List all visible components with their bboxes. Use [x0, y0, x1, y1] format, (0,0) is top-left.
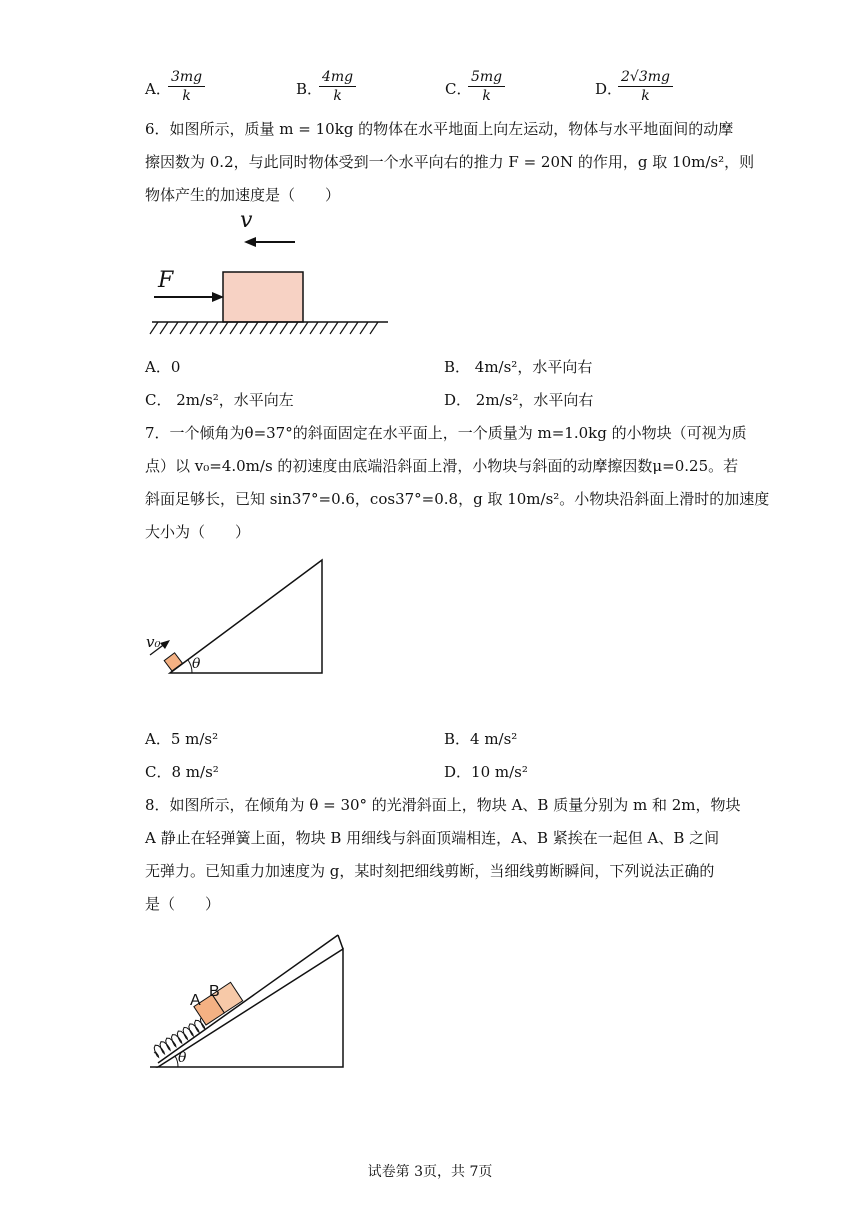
incline-top-edge	[338, 935, 343, 949]
q6-option-c: C． 2m/s²，水平向左	[145, 391, 294, 409]
force-arrow-head	[212, 292, 224, 302]
small-block	[164, 653, 182, 671]
q6-line: 擦因数为 0.2，与此同时物体受到一个水平向右的推力 F = 20N 的作用，g 取 10m/s²，则	[145, 153, 755, 171]
q5-option-a-fraction	[168, 68, 205, 105]
hatch-mark	[300, 322, 308, 334]
q5-option-b-fraction	[319, 68, 356, 105]
v0-label: v₀	[146, 633, 161, 651]
hatch-mark	[270, 322, 278, 334]
q8-line: 无弹力。已知重力加速度为 g，某时刻把细线剪断，当细线剪断瞬间，下列说法正确的	[145, 862, 715, 880]
q6-figure	[140, 210, 400, 340]
block	[223, 272, 303, 322]
q7-stem	[145, 417, 770, 549]
hatch-mark	[260, 322, 268, 334]
q5-option-b-denominator: k	[333, 88, 342, 104]
hatch-mark	[320, 322, 328, 334]
q8-angle-label: θ	[178, 1050, 187, 1066]
q8-stem	[145, 789, 741, 921]
q7-figure	[140, 555, 340, 685]
q7-line: 点）以 v₀=4.0m/s 的初速度由底端沿斜面上滑，小物块与斜面的动摩擦因数μ=0.25。若	[145, 457, 739, 475]
q7-angle-label: θ	[192, 656, 201, 672]
q5-option-a-denominator: k	[182, 88, 191, 104]
q6-line: 物体产生的加速度是（ ）	[145, 186, 341, 204]
force-label: F	[158, 268, 174, 293]
hatch-mark	[350, 322, 358, 334]
q5-option-b-label: B．	[296, 80, 323, 98]
hatch-mark	[310, 322, 318, 334]
q7-line: 大小为（ ）	[145, 523, 251, 541]
hatch-mark	[160, 322, 168, 334]
v0-arrow-head	[160, 640, 170, 649]
q7-option-b: B．4 m/s²	[444, 730, 518, 748]
q5-option-c-label: C．	[445, 80, 472, 98]
block-b-label: B	[209, 983, 220, 1000]
hatch-mark	[170, 322, 178, 334]
hatch-mark	[180, 322, 188, 334]
hatch-mark	[220, 322, 228, 334]
hatch-mark	[240, 322, 248, 334]
hatch-mark	[370, 322, 378, 334]
q6-option-b: B． 4m/s²，水平向右	[444, 358, 593, 376]
hatch-mark	[290, 322, 298, 334]
hatch-mark	[150, 322, 158, 334]
block-a-label: A	[190, 992, 201, 1009]
q6-option-a: A．0	[145, 358, 181, 376]
q7-option-d: D．10 m/s²	[444, 763, 528, 781]
q8-line: 是（ ）	[145, 895, 221, 913]
incline-surface	[158, 935, 338, 1063]
q5-option-d-label: D．	[595, 80, 623, 98]
q5-option-c-denominator: k	[482, 88, 491, 104]
q6-option-d: D． 2m/s²，水平向右	[444, 391, 594, 409]
velocity-label: v	[240, 208, 253, 233]
q5-option-a-numerator: 3mg	[168, 68, 205, 87]
hatch-mark	[230, 322, 238, 334]
q7-line: 7．一个倾角为θ=37°的斜面固定在水平面上，一个质量为 m=1.0kg 的小物块（可视为质	[145, 424, 747, 442]
q7-option-a: A．5 m/s²	[145, 730, 219, 748]
velocity-arrow-head	[244, 237, 256, 247]
hatch-mark	[190, 322, 198, 334]
ground-hatching	[150, 322, 378, 334]
q6-stem	[145, 113, 755, 212]
hatch-mark	[200, 322, 208, 334]
hatch-mark	[330, 322, 338, 334]
q5-option-b-numerator: 4mg	[319, 68, 356, 87]
q5-option-c-fraction	[468, 68, 505, 105]
q5-option-a-label: A．	[145, 80, 171, 98]
q6-line: 6．如图所示，质量 m = 10kg 的物体在水平地面上向左运动，物体与水平地面间的动摩	[145, 120, 734, 138]
q5-option-d-numerator: 2√3mg	[618, 68, 673, 87]
hatch-mark	[250, 322, 258, 334]
hatch-mark	[360, 322, 368, 334]
q8-line: 8．如图所示，在倾角为 θ = 30° 的光滑斜面上，物块 A、B 质量分别为 m 和 2m，物块	[145, 796, 741, 814]
q5-option-c-numerator: 5mg	[468, 68, 505, 87]
page-footer: 试卷第 3页，共 7页	[367, 1164, 493, 1180]
q7-line: 斜面足够长，已知 sin37°=0.6，cos37°=0.8，g 取 10m/s²。小物块沿斜面上滑时的加速度	[145, 490, 770, 508]
q8-figure	[140, 925, 360, 1075]
hatch-mark	[280, 322, 288, 334]
q8-line: A 静止在轻弹簧上面，物块 B 用细线与斜面顶端相连，A、B 紧挨在一起但 A、B 之间	[145, 829, 720, 847]
hatch-mark	[340, 322, 348, 334]
q5-option-d-denominator: k	[641, 88, 650, 104]
hatch-mark	[210, 322, 218, 334]
q5-option-d-fraction	[618, 68, 673, 105]
q7-option-c: C．8 m/s²	[145, 763, 219, 781]
